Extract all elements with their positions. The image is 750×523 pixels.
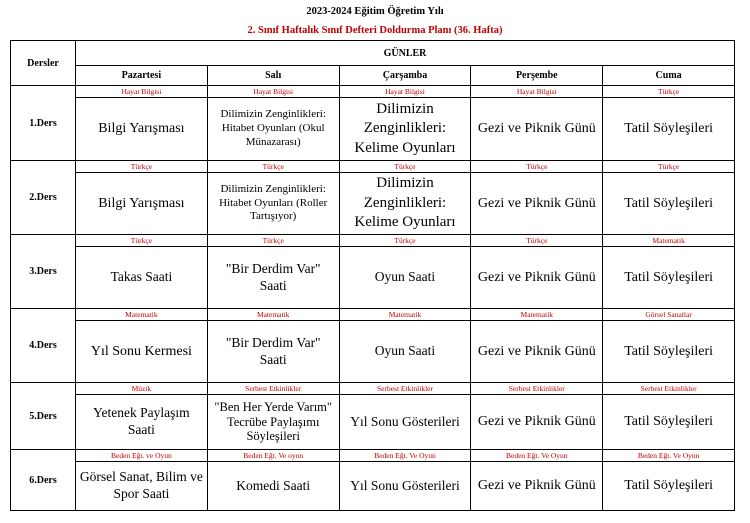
lesson-label: 3.Ders	[11, 235, 76, 309]
plan-cell	[207, 383, 339, 450]
subject-label: Matematik	[76, 309, 207, 321]
activity-text: Tatil Söyleşileri	[624, 121, 714, 137]
plan-cell	[207, 450, 339, 511]
activity-text: Gezi ve Piknik Günü	[477, 343, 596, 359]
plan-cell	[471, 235, 603, 309]
day-header-tuesday: Salı	[207, 66, 339, 86]
subject-label: Türkçe	[208, 161, 339, 173]
subject-label: Hayat Bilgisi	[471, 86, 602, 98]
plan-cell	[339, 309, 471, 383]
activity-text: Gezi ve Piknik Günü	[477, 414, 596, 430]
plan-cell	[339, 383, 471, 450]
activity-text: Gezi ve Piknik Günü	[477, 269, 596, 285]
academic-year-title: 2023-2024 Eğitim Öğretim Yılı	[306, 6, 444, 17]
subject-label: Hayat Bilgisi	[340, 86, 471, 98]
subject-label: Serbest Etkinlikler	[340, 383, 471, 395]
activity-text: Bilgi Yarışması	[98, 195, 185, 211]
plan-title: 2. Sınıf Haftalık Sınıf Defteri Doldurma Planı (36. Hafta)	[247, 25, 503, 36]
activity-text: Tatil Söyleşileri	[624, 343, 714, 359]
activity-text: Komedi Saati	[236, 477, 311, 493]
lesson-label: 4.Ders	[11, 309, 76, 383]
activity-text: Tatil Söyleşileri	[624, 478, 714, 494]
lesson-label: 6.Ders	[11, 450, 76, 511]
activity-text: Oyun Saati	[374, 269, 436, 285]
plan-cell	[471, 383, 603, 450]
lessons-header: Dersler	[11, 41, 76, 86]
plan-cell	[603, 235, 735, 309]
plan-cell	[339, 450, 471, 511]
activity-text: Gezi ve Piknik Günü	[477, 478, 596, 494]
plan-cell	[76, 235, 208, 309]
plan-cell	[603, 450, 735, 511]
lesson-label: 5.Ders	[11, 383, 76, 450]
activity-text: Yıl Sonu Kermesi	[90, 343, 192, 359]
activity-text: Tatil Söyleşileri	[624, 195, 714, 211]
lesson-row-3	[11, 235, 735, 309]
subject-label: Beden Eğt. ve Oyun	[76, 450, 207, 462]
activity-text: "Ben Her Yerde Varım" Tecrübe Paylaşımı Söyleşileri	[214, 400, 332, 444]
subject-label: Beden Eğt. Ve Oyun	[471, 450, 602, 462]
subject-label: Beden Eğt. Ve oyun	[208, 450, 339, 462]
plan-cell	[339, 235, 471, 309]
lesson-row-4	[11, 309, 735, 383]
plan-cell	[471, 161, 603, 235]
subject-label: Hayat Bilgisi	[76, 86, 207, 98]
activity-text: Dilimizin Zenginlikleri: Kelime Oyunları	[354, 175, 456, 231]
day-header-wednesday: Çarşamba	[339, 66, 471, 86]
subject-label: Beden Eğt. Ve Oyun	[603, 450, 734, 462]
activity-text: Dilimizin Zenginlikleri: Hitabet Oyunları (Roller Tartışıyor)	[219, 182, 328, 223]
plan-cell	[76, 450, 208, 511]
day-header-thursday: Perşembe	[471, 66, 603, 86]
subject-label: Matematik	[340, 309, 471, 321]
activity-text: Yıl Sonu Gösterileri	[350, 477, 460, 493]
plan-cell	[339, 86, 471, 161]
subject-label: Müzik	[76, 383, 207, 395]
plan-cell	[76, 383, 208, 450]
activity-text: Oyun Saati	[374, 343, 436, 359]
plan-cell	[603, 383, 735, 450]
lesson-row-1	[11, 86, 735, 161]
subject-label: Türkçe	[340, 161, 471, 173]
weekly-plan-table	[10, 40, 735, 511]
plan-cell	[207, 86, 339, 161]
subject-label: Türkçe	[208, 235, 339, 247]
activity-text: "Bir Derdim Var" Saati	[225, 260, 321, 293]
subject-label: Hayat Bilgisi	[208, 86, 339, 98]
activity-text: Dilimizin Zenginlikleri: Hitabet Oyunları (Okul Münazarası)	[220, 108, 326, 148]
lesson-label: 2.Ders	[11, 161, 76, 235]
days-header: GÜNLER	[76, 41, 735, 66]
plan-cell	[207, 309, 339, 383]
plan-cell	[76, 309, 208, 383]
subject-label: Görsel Sanatlar	[603, 309, 734, 321]
day-header-monday: Pazartesi	[76, 66, 208, 86]
activity-text: "Bir Derdim Var" Saati	[225, 334, 321, 367]
lesson-label: 1.Ders	[11, 86, 76, 161]
lesson-row-2	[11, 161, 735, 235]
subject-label: Matematik	[471, 309, 602, 321]
subject-label: Türkçe	[76, 235, 207, 247]
subject-label: Türkçe	[471, 235, 602, 247]
activity-text: Gezi ve Piknik Günü	[477, 195, 596, 211]
activity-text: Bilgi Yarışması	[98, 121, 185, 137]
subject-label: Türkçe	[76, 161, 207, 173]
plan-cell	[339, 161, 471, 235]
activity-text: Tatil Söyleşileri	[624, 414, 714, 430]
plan-cell	[603, 309, 735, 383]
plan-cell	[471, 450, 603, 511]
activity-text: Gezi ve Piknik Günü	[477, 121, 596, 137]
plan-cell	[76, 161, 208, 235]
lesson-row-5	[11, 383, 735, 450]
plan-cell	[76, 86, 208, 161]
subject-label: Matematik	[603, 235, 734, 247]
subject-label: Türkçe	[471, 161, 602, 173]
subject-label: Serbest Etkinlikler	[471, 383, 602, 395]
activity-text: Dilimizin Zenginlikleri: Kelime Oyunları	[354, 100, 456, 156]
plan-cell	[603, 161, 735, 235]
activity-text: Yetenek Paylaşım Saati	[93, 405, 190, 437]
plan-cell	[471, 309, 603, 383]
plan-cell	[603, 86, 735, 161]
activity-text: Yıl Sonu Gösterileri	[350, 413, 460, 429]
subject-label: Serbest Etkinlikler	[603, 383, 734, 395]
subject-label: Beden Eğt. Ve Oyun	[340, 450, 471, 462]
subject-label: Türkçe	[603, 86, 734, 98]
lesson-row-6	[11, 450, 735, 511]
subject-label: Türkçe	[603, 161, 734, 173]
activity-text: Takas Saati	[110, 269, 173, 285]
subject-label: Türkçe	[340, 235, 471, 247]
plan-cell	[207, 161, 339, 235]
plan-cell	[207, 235, 339, 309]
activity-text: Tatil Söyleşileri	[624, 269, 714, 285]
day-header-friday: Cuma	[603, 66, 735, 86]
plan-cell	[471, 86, 603, 161]
subject-label: Matematik	[208, 309, 339, 321]
subject-label: Serbest Etkinlikler	[208, 383, 339, 395]
activity-text: Görsel Sanat, Bilim ve Spor Saati	[79, 469, 203, 501]
